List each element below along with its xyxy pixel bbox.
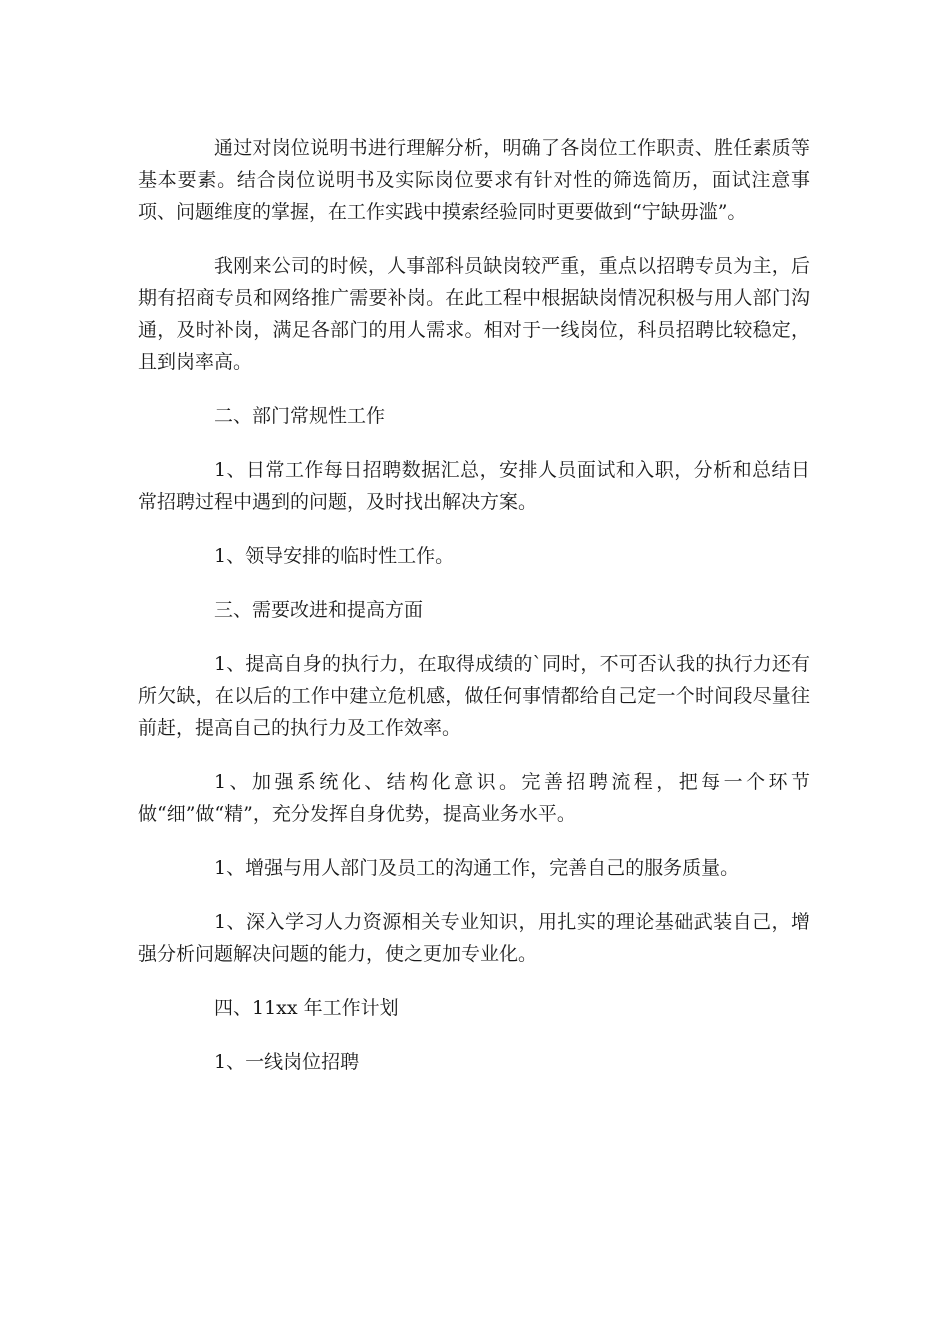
section-heading-work-plan: 四、11xx 年工作计划 [214, 997, 399, 1019]
section-heading-routine-work: 二、部门常规性工作 [214, 405, 386, 427]
paragraph-staffing-shortage: 我刚来公司的时候，人事部科员缺岗较严重，重点以招聘专员为主，后期有招商专员和网络推广需要补岗。在此工程中根据缺岗情况积极与用人部门沟通，及时补岗，满足各部门的用人需求。相对于一线岗位，科员招聘比较稳定，且到岗率高。 [138, 255, 810, 373]
document-page [138, 132, 810, 1100]
paragraph-systematic-awareness: 1、加强系统化、结构化意识。完善招聘流程，把每一个环节做“细”做“精”，充分发挥自身优势，提高业务水平。 [138, 771, 810, 825]
paragraph-daily-work: 1、日常工作每日招聘数据汇总，安排人员面试和入职，分析和总结日常招聘过程中遇到的问题，及时找出解决方案。 [138, 459, 810, 513]
paragraph-hr-knowledge: 1、深入学习人力资源相关专业知识，用扎实的理论基础武装自己，增强分析问题解决问题的能力，使之更加专业化。 [138, 911, 810, 965]
paragraph-frontline-recruitment: 1、一线岗位招聘 [214, 1051, 360, 1073]
paragraph-communication: 1、增强与用人部门及员工的沟通工作，完善自己的服务质量。 [214, 857, 740, 879]
section-heading-improvements: 三、需要改进和提高方面 [214, 599, 424, 621]
paragraph-job-description-analysis: 通过对岗位说明书进行理解分析，明确了各岗位工作职责、胜任素质等基本要素。结合岗位说明书及实际岗位要求有针对性的筛选简历，面试注意事项、问题维度的掌握，在工作实践中摸索经验同时更要做到“宁缺毋滥”。 [138, 137, 810, 223]
paragraph-temporary-tasks: 1、领导安排的临时性工作。 [214, 545, 455, 567]
paragraph-execution-ability: 1、提高自身的执行力，在取得成绩的`同时，不可否认我的执行力还有所欠缺，在以后的工作中建立危机感，做任何事情都给自己定一个时间段尽量往前赶，提高自己的执行力及工作效率。 [138, 653, 810, 739]
